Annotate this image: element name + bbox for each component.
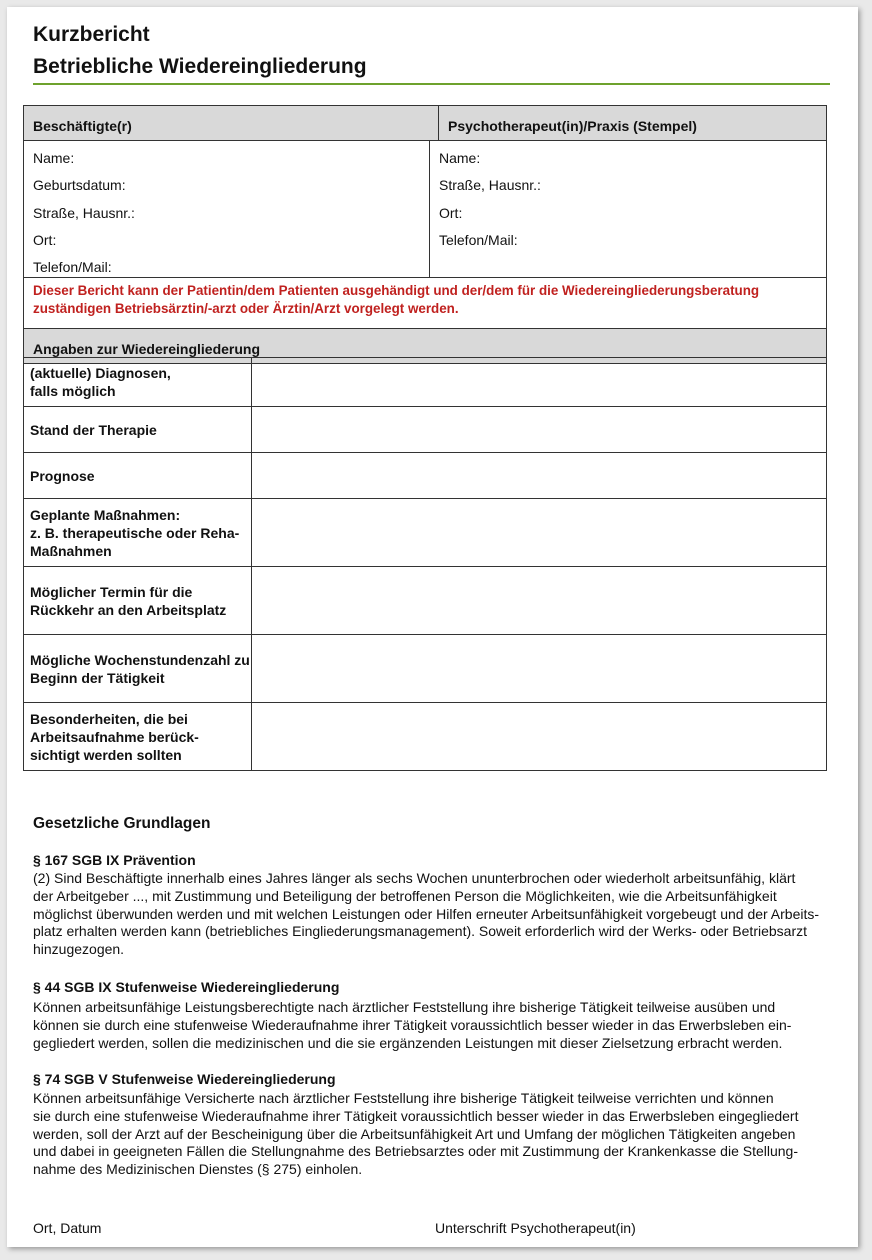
therapist-street-field[interactable]: Straße, Hausnr.: <box>439 177 541 194</box>
row-value-return-date[interactable] <box>252 567 826 634</box>
row-value-prognosis[interactable] <box>252 453 826 498</box>
contact-table-header <box>24 106 826 141</box>
document-title <box>33 19 367 83</box>
disclosure-note-line-2: zuständigen Betriebsärztin/-arzt oder Ärztin/Arzt vorgelegt werden. <box>33 300 459 316</box>
employee-name-field[interactable]: Name: <box>33 150 75 166</box>
legal-basis <box>33 815 853 833</box>
therapist-fields <box>430 141 541 277</box>
therapist-contact-field[interactable]: Telefon/Mail: <box>439 231 518 248</box>
legal-section-74 <box>33 1071 853 1179</box>
row-value-special-notes[interactable] <box>252 703 826 770</box>
legal-section-167-text: (2) Sind Beschäftigte innerhalb eines Jahres länger als sechs Wochen ununterbrochen oder wiederholt arbeitsunfähig, klärt der Arbeitgeber ..., mit Zustimmung und Beteiligung der betroffenen Person die Möglichkeiten, wie die Arbeitsunfähigkeit möglichst überwunden werden und mit welchen Leistungen oder Hilfen erneuter Arbeitsunfähigkeit vorgebeugt und der Arbeits- platz erhalten werden kann (betriebliches Eingliederungsmanagement). Soweit erforderlich wird der Werks- oder Betriebsarzt hinzugezogen. <box>33 870 820 958</box>
row-value-planned-measures[interactable] <box>252 499 826 566</box>
row-label-return-date: Möglicher Termin für die Rückkehr an den Arbeitsplatz <box>24 567 252 634</box>
employee-birthdate-field[interactable]: Geburtsdatum: <box>33 177 126 194</box>
contact-table <box>23 105 827 364</box>
reintegration-table <box>23 357 827 771</box>
table-row <box>24 452 826 498</box>
table-row <box>24 498 826 566</box>
signature-label: Unterschrift Psychotherapeut(in) <box>435 1220 636 1236</box>
legal-section-74-title: § 74 SGB V Stufenweise Wiedereingliederung <box>33 1071 336 1087</box>
table-row <box>24 634 826 702</box>
title-divider <box>33 83 830 85</box>
table-row <box>24 357 826 406</box>
place-date-label: Ort, Datum <box>33 1220 102 1236</box>
therapist-name-field[interactable]: Name: <box>439 150 481 166</box>
legal-section-44 <box>33 979 853 1052</box>
table-row <box>24 702 826 770</box>
employee-city-field[interactable]: Ort: <box>33 231 57 248</box>
legal-heading: Gesetzliche Grundlagen <box>33 815 211 832</box>
employee-header: Beschäftigte(r) <box>24 106 439 140</box>
employee-fields <box>24 141 430 277</box>
table-row <box>24 406 826 452</box>
row-label-weekly-hours: Mögliche Wochenstundenzahl zu Beginn der Tätigkeit <box>24 635 252 702</box>
reintegration-section-header: Angaben zur Wiedereingliederung <box>24 328 826 363</box>
row-label-special-notes: Besonderheiten, die bei Arbeitsaufnahme berück- sichtigt werden sollten <box>24 703 252 770</box>
row-label-therapy-status: Stand der Therapie <box>24 407 252 452</box>
title-line-2: Betriebliche Wiedereingliederung <box>33 55 367 78</box>
table-row <box>24 566 826 634</box>
legal-section-167-title: § 167 SGB IX Prävention <box>33 852 196 868</box>
disclosure-note-line-1: Dieser Bericht kann der Patientin/dem Patienten ausgehändigt und der/dem für die Wiedereingliederungsberatung <box>33 283 760 298</box>
therapist-header: Psychotherapeut(in)/Praxis (Stempel) <box>448 118 697 134</box>
row-value-therapy-status[interactable] <box>252 407 826 452</box>
row-value-diagnoses[interactable] <box>252 358 826 406</box>
legal-section-167 <box>33 852 853 959</box>
row-label-prognosis: Prognose <box>24 453 252 498</box>
therapist-city-field[interactable]: Ort: <box>439 204 463 221</box>
contact-table-body <box>24 141 826 278</box>
legal-section-44-title: § 44 SGB IX Stufenweise Wiedereingliederung <box>33 979 340 995</box>
row-label-planned-measures: Geplante Maßnahmen: z. B. therapeutische oder Reha- Maßnahmen <box>24 499 252 566</box>
document-page <box>7 7 858 1247</box>
legal-section-44-text: Können arbeitsunfähige Leistungsberechtigte nach ärztlicher Feststellung ihre bisherige Tätigkeit teilweise ausüben und können sie durch eine stufenweise Wiederaufnahme ihrer Tätigkeit voraussichtlich besser wieder in das Erwerbsleben ein- gegliedert werden, sollen die medizinischen und die sie ergänzenden Leistungen mit dieser Zielsetzung erbracht werden. <box>33 999 792 1051</box>
disclosure-note <box>24 278 826 328</box>
legal-section-74-text: Können arbeitsunfähige Versicherte nach ärztlicher Feststellung ihre bisherige Tätigkeit teilweise verrichten und können sie durch eine stufenweise Wiederaufnahme ihrer Tätigkeit voraussichtlich besser wieder in das Erwerbsleben eingegliedert werden, soll der Arzt auf der Bescheinigung über die Arbeitsunfähigkeit Art und Umfang der möglichen Tätigkeiten angeben und dabei in geeigneten Fällen die Stellungnahme des Betriebsarztes oder mit Zustimmung der Krankenkasse die Stellung- nahme des Medizinischen Dienstes (§ 275) einholen. <box>33 1090 799 1178</box>
employee-contact-field[interactable]: Telefon/Mail: <box>33 259 112 276</box>
row-label-diagnoses: (aktuelle) Diagnosen, falls möglich <box>24 358 252 406</box>
title-line-1: Kurzbericht <box>33 23 150 46</box>
row-value-weekly-hours[interactable] <box>252 635 826 702</box>
employee-street-field[interactable]: Straße, Hausnr.: <box>33 204 135 221</box>
